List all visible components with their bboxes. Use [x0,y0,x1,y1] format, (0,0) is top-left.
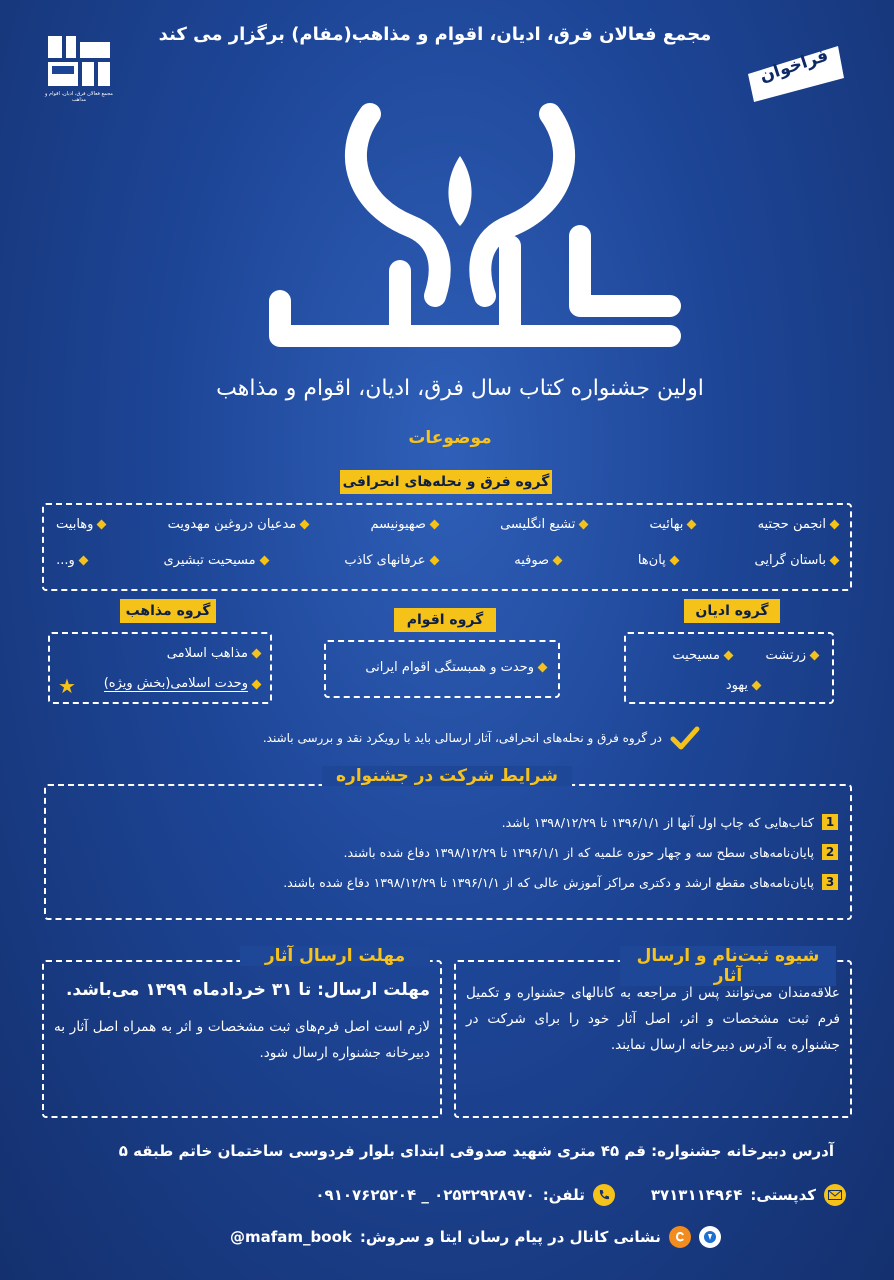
header-title: مجمع فعالان فرق، ادیان، اقوام و مذاهب(مفام) برگزار می کند [158,24,712,45]
address: آدرس دبیرخانه جشنواره: قم ۴۵ متری شهید صدوقی ابتدای بلوار فردوسی ساختمان خاتم طبقه ۵ [118,1142,834,1160]
soroush-icon [699,1226,721,1248]
registration-text: علاقه‌مندان می‌توانند پس از مراجعه به کانالهای جشنواره و تکمیل فرم ثبت مشخصات و اثر، اصل آثار خود را برای شرکت در جشنواره به آدرس دبیرخانه ارسال نمایند. [466,985,840,1053]
topic-item: وحدت اسلامی(بخش ویژه) [104,676,260,692]
registration-title: شیوه ثبت‌نام و ارسال آثار [620,946,836,986]
mail-icon [824,1184,846,1206]
topic-item: مسیحیت [672,648,732,663]
topic-item: پان‌ها [638,553,678,568]
postal-label: کدپستی: [750,1186,816,1204]
topic-item: وهابیت [56,517,105,532]
channel-row [230,1226,721,1248]
logo-caption: مجمع فعالان فرق، ادیان، اقوام و مذاهب [45,91,113,103]
ethnic-group-box [324,640,560,698]
deadline-main: مهلت ارسال: تا ۳۱ خردادماه ۱۳۹۹ می‌باشد. [65,980,430,1000]
channel-label: نشانی کانال در پیام رسان ایتا و سروش: [359,1228,661,1246]
topics-heading: موضوعات [408,428,492,448]
postal-code: ۳۷۱۳۱۱۴۹۶۴ [650,1186,743,1204]
conditions-title: شرایط شرکت در جشنواره [322,766,572,786]
checkmark-icon [670,726,700,750]
deviant-note [160,726,700,750]
topic-item: انجمن حجتیه [758,517,838,532]
topic-item: تشیع انگلیسی [500,517,587,532]
mafam-logo [40,34,118,104]
topic-item: صهیونیسم [370,517,437,532]
condition-item: 1 کتاب‌هایی که چاپ اول آنها از ۱۳۹۶/۱/۱ تا ۱۳۹۸/۱۲/۲۹ باشد. [283,814,838,830]
eitaa-icon [669,1226,691,1248]
religions-group-label: گروه ادیان [684,599,780,623]
ketab-logo-graphic [250,96,690,370]
topic-item: مدعیان دروغین مهدویت [168,517,309,532]
call-badge [742,44,846,104]
condition-item: 2 پایان‌نامه‌های سطح سه و چهار حوزه علمیه که از ۱۳۹۶/۱/۱ تا ۱۳۹۸/۱۲/۲۹ دفاع شده باشند. [283,844,838,860]
topic-item: مذاهب اسلامی [167,646,260,661]
festival-subtitle: اولین جشنواره کتاب سال فرق، ادیان، اقوام و مذاهب [216,376,704,401]
phone-icon [593,1184,615,1206]
topic-item: زرتشت [765,648,818,663]
star-icon: ★ [58,674,76,698]
topic-item: وحدت و همبستگی اقوام ایرانی [365,660,546,675]
contact-row [315,1184,846,1206]
topic-item: و... [56,553,87,568]
topic-item: بهائیت [650,517,696,532]
condition-item: 3 پایان‌نامه‌های مقطع ارشد و دکتری مراکز آموزش عالی که از ۱۳۹۶/۱/۱ تا ۱۳۹۸/۱۲/۲۹ دفاع شده باشند. [283,874,838,890]
deadline-title: مهلت ارسال آثار [240,946,430,966]
mafam-logo-mark [46,34,112,88]
topic-item: مسیحیت تبشیری [163,553,267,568]
phone-numbers[interactable]: ۰۲۵۳۲۹۲۸۹۷۰ _ ۰۹۱۰۷۶۲۵۲۰۴ [315,1186,535,1204]
deviant-group-box [42,503,852,591]
topic-item: یهود [726,678,760,693]
conditions-list [283,814,838,890]
denominations-group-label: گروه مذاهب [120,599,216,623]
deviant-note-text: در گروه فرق و نحله‌های انحرافی، آثار ارسالی باید با رویکرد نقد و بررسی باشند. [262,731,662,745]
phone-label: تلفن: [542,1186,585,1204]
religions-group-box [624,632,834,704]
ethnic-group-label: گروه اقوام [394,608,496,632]
topic-item: باستان گرایی [755,553,838,568]
topic-item: عرفانهای کاذب [344,553,437,568]
call-badge-text: فراخوان [757,45,831,87]
topic-item: صوفیه [514,553,561,568]
channel-handle[interactable]: @mafam_book [230,1228,352,1246]
deadline-text: لازم است اصل فرم‌های ثبت مشخصات و اثر به همراه اصل آثار به دبیرخانه جشنواره ارسال شود. [54,1019,430,1061]
deviant-group-label: گروه فرق و نحله‌های انحرافی [340,470,552,494]
denominations-group-box [48,632,272,704]
ketab-logo [250,96,690,370]
